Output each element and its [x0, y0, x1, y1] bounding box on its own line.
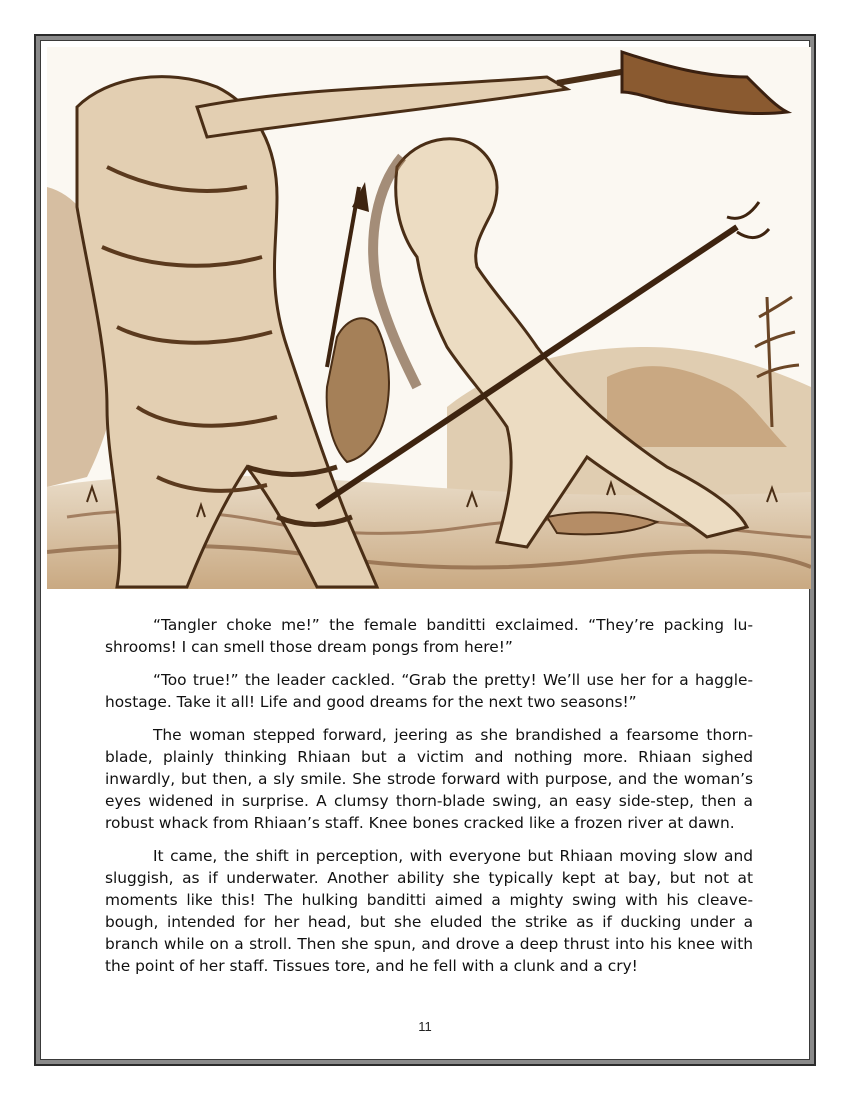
- illustration-drawing: [47, 47, 811, 589]
- page-border-outer: [34, 34, 816, 1066]
- paragraph-3: The woman stepped forward, jeering as she brandished a fearsome thornblade, plainly thinking Rhiaan but a victim and nothing more. Rhiaan sighed inwardly, but then, a sly smile. She strode forward with purpose, and the woman’s eyes widened in surprise. A clumsy thorn-blade swing, an easy side-step, then a robust whack from Rhiaan’s staff. Knee bones cracked like a frozen river at dawn.: [105, 726, 753, 832]
- page-border-inner: [40, 40, 810, 1060]
- page-number: 11: [418, 1019, 432, 1034]
- paragraph-1: “Tangler choke me!” the female banditti exclaimed. “They’re packing lushrooms! I can smell those dream pongs from here!”: [105, 616, 753, 656]
- paragraph-2: “Too true!” the leader cackled. “Grab the pretty! We’ll use her for a hagglehostage. Take it all! Life and good dreams for the next two seasons!”: [105, 671, 753, 711]
- paragraph-4: It came, the shift in perception, with everyone but Rhiaan moving slow and sluggish, as if underwater. Another ability she typically kept at bay, but not at moments like this! The hulking banditti aimed a mighty swing with his cleavebough, intended for her head, but she eluded the strike as if ducking under a branch while on a stroll. Then she spun, and drove a deep thrust into his knee with the point of her staff. Tissues tore, and he fell with a clunk and a cry!: [105, 847, 753, 975]
- story-text: [105, 614, 753, 988]
- battle-illustration: [47, 47, 811, 589]
